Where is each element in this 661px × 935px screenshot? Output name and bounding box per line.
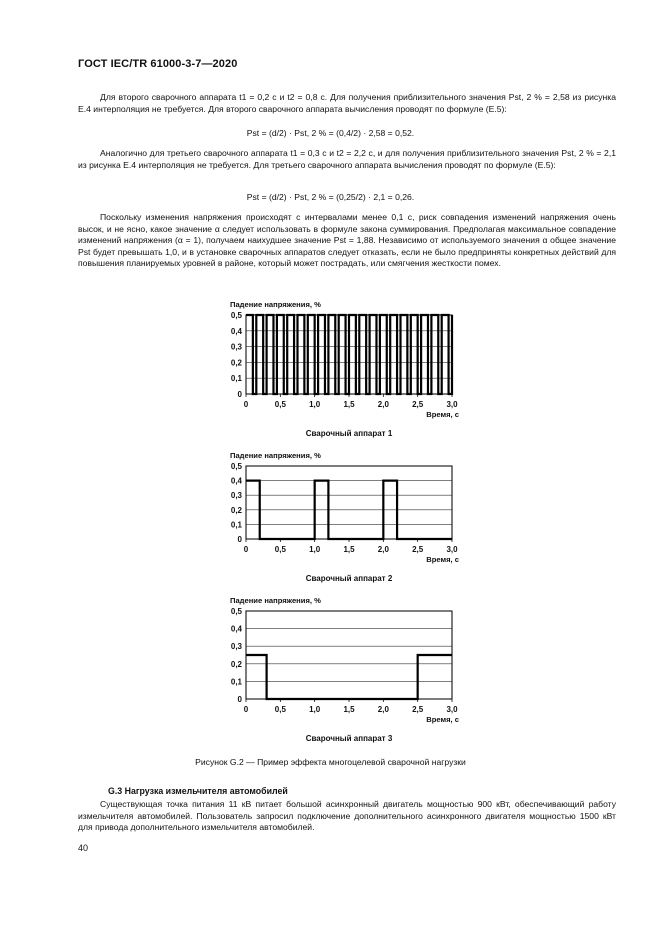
chart-title: Сварочный аппарат 1 — [305, 429, 393, 438]
y-tick-label: 0,4 — [230, 624, 242, 634]
paragraph-welder-3: Аналогично для третьего сварочного аппарата t1 = 0,3 с и t2 = 2,2 с, и для получения приблизительного значения Pst, 2 % = 2,1 из рисунка Е.4 интерполяция не требуется. Для третьего сварочного аппарата вычисления проводят по формуле (Е.5): — [78, 148, 616, 170]
section-paragraph: Существующая точка питания 11 кВ питает большой асинхронный двигатель мощностью 900 кВт, обеспечивающий работу измельчителя автомобилей. Пользователь запросил подключение дополнительного асинхронного двигателя мощностью 1500 кВт для привода дополнительного измельчителя автомобилей. — [78, 799, 616, 833]
chart-2 — [230, 451, 459, 583]
x-tick-label: 2,5 — [412, 705, 424, 714]
plot-frame — [246, 611, 452, 699]
paragraph-welder-2: Для второго сварочного аппарата t1 = 0,2 с и t2 = 0,8 с. Для получения приблизительного значения Pst, 2 % = 2,58 из рисунка Е.4 интерполяция не требуется. Для второго сварочного аппарата вычисления проводят по формуле (Е.5): — [78, 92, 616, 114]
y-axis-label: Падение напряжения, % — [230, 300, 321, 309]
x-tick-label: 1,5 — [343, 400, 355, 409]
figure-caption: Рисунок G.2 — Пример эффекта многоцелевой сварочной нагрузки — [195, 757, 466, 767]
chart-title: Сварочный аппарат 3 — [305, 734, 393, 743]
y-tick-label: 0,4 — [230, 326, 242, 336]
x-tick-label: 2,0 — [377, 400, 389, 409]
x-axis-label: Время, с — [426, 410, 459, 419]
chart-3 — [230, 596, 459, 743]
y-tick-label: 0,3 — [230, 642, 242, 652]
x-tick-label: 0,5 — [274, 545, 286, 554]
series-line — [246, 481, 452, 539]
x-tick-label: 2,5 — [412, 400, 424, 409]
y-tick-label: 0,5 — [230, 462, 242, 471]
x-tick-label: 2,0 — [377, 705, 389, 714]
y-tick-label: 0,1 — [230, 520, 242, 530]
x-tick-label: 0 — [243, 705, 249, 714]
x-tick-label: 3,0 — [446, 705, 458, 714]
y-tick-label: 0,2 — [230, 659, 242, 669]
y-tick-label: 0,5 — [230, 607, 242, 616]
x-tick-label: 1,5 — [343, 705, 355, 714]
x-tick-label: 0 — [243, 545, 249, 554]
y-tick-label: 0 — [237, 535, 242, 544]
formula-welder-3: Pst = (d/2) · Pst, 2 % = (0,25/2) · 2,1 = 0,26. — [246, 192, 415, 202]
plot-frame — [246, 315, 452, 394]
x-tick-label: 3,0 — [446, 545, 458, 554]
series-line — [246, 315, 452, 394]
y-tick-label: 0,1 — [230, 374, 242, 384]
x-tick-label: 0,5 — [274, 400, 286, 409]
x-tick-label: 1,5 — [343, 545, 355, 554]
chart-title: Сварочный аппарат 2 — [305, 574, 393, 583]
y-tick-label: 0,3 — [230, 491, 242, 501]
y-tick-label: 0,5 — [230, 311, 242, 320]
x-tick-label: 0 — [243, 400, 249, 409]
y-tick-label: 0 — [237, 390, 242, 399]
y-tick-label: 0,1 — [230, 677, 242, 687]
x-tick-label: 2,0 — [377, 545, 389, 554]
formula-welder-2: Pst = (d/2) · Pst, 2 % = (0,4/2) · 2,58 = 0,52. — [246, 128, 415, 138]
x-axis-label: Время, с — [426, 555, 459, 564]
paragraph-summation: Поскольку изменения напряжения происходят с интервалами менее 0,1 с, риск совпадения изменений напряжения очень высок, и не ясно, какое значение α следует использовать в формуле закона суммирования. Предполагая максимальное совпадение изменений напряжения (α = 1), получаем наихудшее значение Pst = 1,88. Независимо от используемого значения α общее значение Pst будет превышать 1,0, и в установке сварочных аппаратов следует отказать, если не было предприняты конкретных действий для повышения планируемых уровней в районе, который может пострадать, или смягчения жесткости помех. — [78, 212, 616, 269]
document-header: ГОСТ IEC/TR 61000-3-7—2020 — [78, 58, 238, 70]
y-axis-label: Падение напряжения, % — [230, 451, 321, 460]
section-title: G.3 Нагрузка измельчителя автомобилей — [108, 786, 288, 796]
y-tick-label: 0,2 — [230, 505, 242, 515]
y-tick-label: 0 — [237, 695, 242, 704]
y-axis-label: Падение напряжения, % — [230, 596, 321, 605]
x-tick-label: 3,0 — [446, 400, 458, 409]
x-tick-label: 1,0 — [309, 705, 321, 714]
y-tick-label: 0,2 — [230, 358, 242, 368]
series-line — [246, 655, 452, 699]
y-tick-label: 0,4 — [230, 476, 242, 486]
x-tick-label: 2,5 — [412, 545, 424, 554]
plot-frame — [246, 466, 452, 539]
x-tick-label: 1,0 — [309, 400, 321, 409]
x-tick-label: 1,0 — [309, 545, 321, 554]
x-axis-label: Время, с — [426, 715, 459, 724]
y-tick-label: 0,3 — [230, 342, 242, 352]
x-tick-label: 0,5 — [274, 705, 286, 714]
chart-1 — [230, 300, 459, 438]
page-number: 40 — [78, 843, 89, 853]
